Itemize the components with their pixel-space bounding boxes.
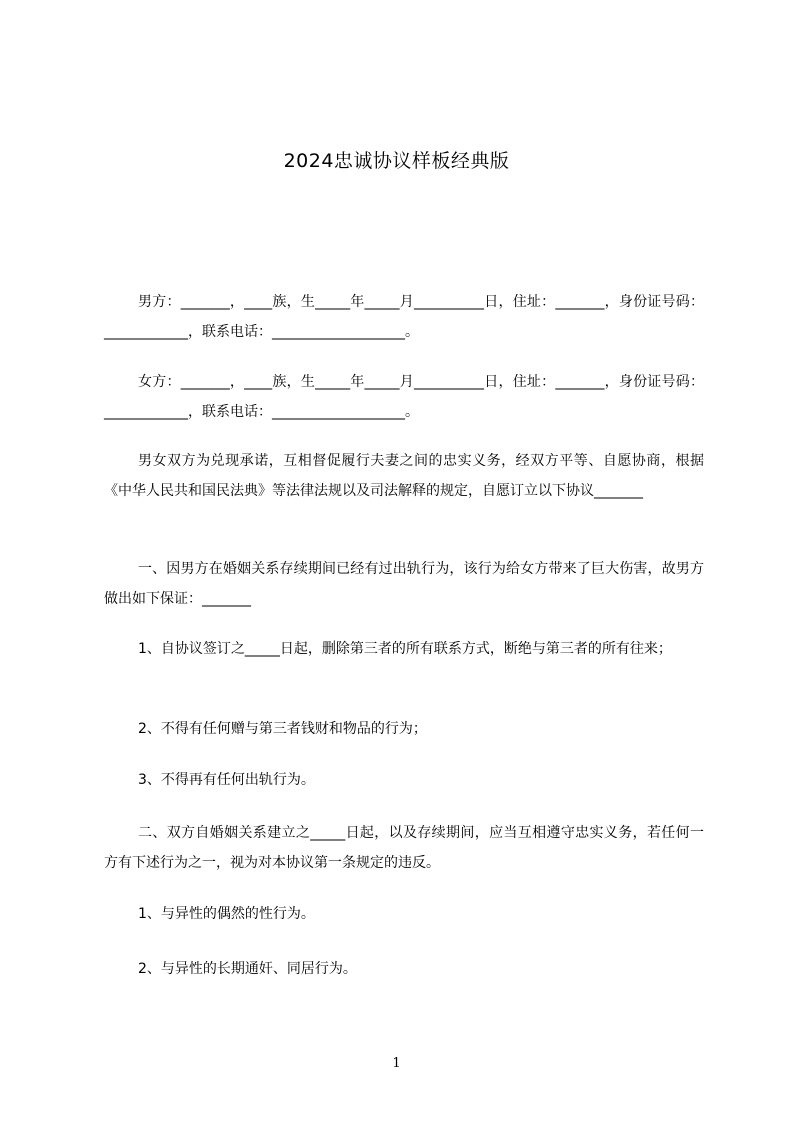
document-title: 2024忠诚协议样板经典版 [283, 150, 510, 172]
paragraph-female-party-info: 女方：_______，____族，生_____年_____月__________日，住址：_______，身份证号码：____________，联系电话：___________________。 [104, 374, 704, 420]
paragraph-preamble: 男女双方为兑现承诺，互相督促履行夫妻之间的忠实义务，经双方平等、自愿协商，根据《中华人民共和国民法典》等法律法规以及司法解释的规定，自愿订立以下协议_______ [104, 453, 704, 499]
paragraph-clause-two-item-1: 1、与异性的偶然的性行为。 [138, 906, 315, 922]
paragraph-clause-two-item-2: 2、与异性的长期通奸、同居行为。 [138, 961, 357, 977]
paragraph-male-party-info: 男方：_______，____族，生_____年_____月__________日，住址：_______，身份证号码：____________，联系电话：___________________。 [104, 294, 704, 340]
paragraph-clause-one-item-2: 2、不得有任何赠与第三者钱财和物品的行为； [138, 721, 427, 737]
paragraph-clause-one-item-1: 1、自协议签订之_____日起，删除第三者的所有联系方式，断绝与第三者的所有往来； [138, 641, 672, 657]
page-number: 1 [392, 1056, 401, 1071]
paragraph-clause-one-item-3: 3、不得再有任何出轨行为。 [138, 772, 315, 788]
paragraph-clause-one: 一、因男方在婚姻关系存续期间已经有过出轨行为，该行为给女方带来了巨大伤害，故男方做出如下保证：_______ [104, 561, 704, 607]
paragraph-clause-two: 二、双方自婚姻关系建立之_____日起，以及存续期间，应当互相遵守忠实义务，若任何一方有下述行为之一，视为对本协议第一条规定的违反。 [104, 825, 704, 871]
